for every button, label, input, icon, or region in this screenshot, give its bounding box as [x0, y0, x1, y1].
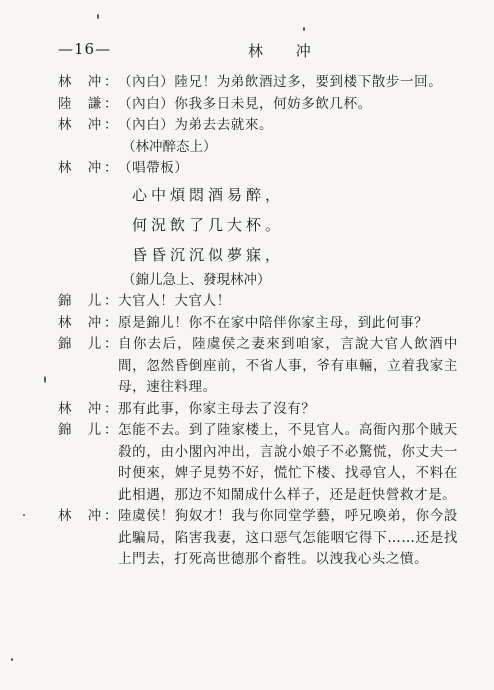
dialogue-text: （內白）陸兄！为弟飲酒过多，要到楼下散步一回。 — [118, 74, 443, 90]
dialogue-text: 那有此事，你家主母去了沒有？ — [118, 400, 316, 417]
dialogue-text: （內白）你我多日未見，何妨多飲几杯。 — [118, 95, 372, 112]
speaker-name: 錦 儿 — [58, 336, 108, 352]
page-number: —16— — [58, 40, 112, 58]
speaker-colon: ： — [104, 293, 118, 309]
speaker-colon: ： — [104, 314, 118, 331]
speaker-colon: ： — [104, 508, 118, 524]
print-speck — [97, 14, 99, 19]
dialogue-line — [58, 72, 458, 94]
dialogue-text: 大官人！大官人！ — [118, 293, 231, 309]
dialogue-text: 陸虞侯！狗奴才！我与你同堂学藝，呼兄喚弟，你今設此騙局，陷害我妻，这口惡气怎能咽它得下……还是找上門去，打死高世德那个畜牲。以洩我心头之憤。 — [118, 508, 458, 567]
dialogue-line — [58, 334, 458, 399]
dialogue-text: （唱帶板） — [118, 160, 189, 176]
page-header — [58, 40, 454, 62]
dialogue-line — [58, 420, 458, 506]
dialogue-line — [58, 313, 458, 335]
speaker-colon: ： — [104, 117, 118, 133]
speaker-name: 陸 謙 — [58, 95, 108, 112]
speaker-colon: ： — [104, 336, 118, 352]
speaker-name: 林 冲 — [58, 117, 108, 133]
speaker-colon: ： — [104, 422, 118, 438]
dialogue-line — [58, 291, 458, 313]
speaker-name: 林 冲 — [58, 400, 108, 417]
play-script — [58, 72, 458, 571]
verse-line: 昏昏沉沉似夢寐， — [132, 245, 285, 264]
verse-line: 心中煩悶酒易醉， — [132, 185, 285, 204]
print-speck — [23, 514, 25, 516]
stage-direction: （林冲醉态上） — [122, 138, 217, 155]
speaker-name: 林 冲 — [58, 508, 108, 524]
speaker-name: 林 冲 — [58, 160, 108, 176]
print-speck — [44, 376, 46, 383]
dialogue-line — [58, 399, 458, 421]
speaker-name: 林 冲 — [58, 314, 108, 331]
dialogue-line — [58, 115, 458, 137]
verse-line: 何況飲了几大杯。 — [132, 215, 285, 234]
dialogue-line — [58, 158, 458, 180]
speaker-colon: ： — [104, 74, 118, 90]
dialogue-text: 自你去后，陸虞侯之妻來到咱家，言說大官人飲酒中間，忽然昏倒座前，不省人事，爷有車輛，立着我家主母，速往料理。 — [118, 336, 458, 395]
dialogue-line — [58, 94, 458, 116]
dialogue-text: 原是錦儿！你不在家中陪伴你家主母，到此何事？ — [118, 314, 429, 331]
speaker-name: 錦 儿 — [58, 422, 108, 438]
print-speck — [303, 27, 305, 31]
speaker-colon: ： — [104, 160, 118, 176]
speaker-colon: ： — [104, 400, 118, 417]
dialogue-text: 怎能不去。到了陸家楼上，不見官人。高衙內那个賊天殺的，由小閣內冲出，言說小娘子不必驚慌，你丈夫一时便來，婢子見势不好，慌忙下楼、找尋官人，不料在此相遇，那边不知鬧成什么样子，还是赶快營救才是。 — [118, 422, 458, 503]
speaker-name: 林 冲 — [58, 74, 108, 90]
print-speck — [11, 658, 13, 661]
dialogue-line — [58, 506, 458, 571]
running-title: 林 冲 — [248, 42, 325, 60]
speaker-colon: ： — [104, 95, 118, 112]
speaker-name: 錦 儿 — [58, 293, 108, 309]
stage-direction: （錦儿急上、發現林冲） — [122, 271, 271, 288]
dialogue-text: （內白）为弟去去就來。 — [118, 117, 274, 133]
